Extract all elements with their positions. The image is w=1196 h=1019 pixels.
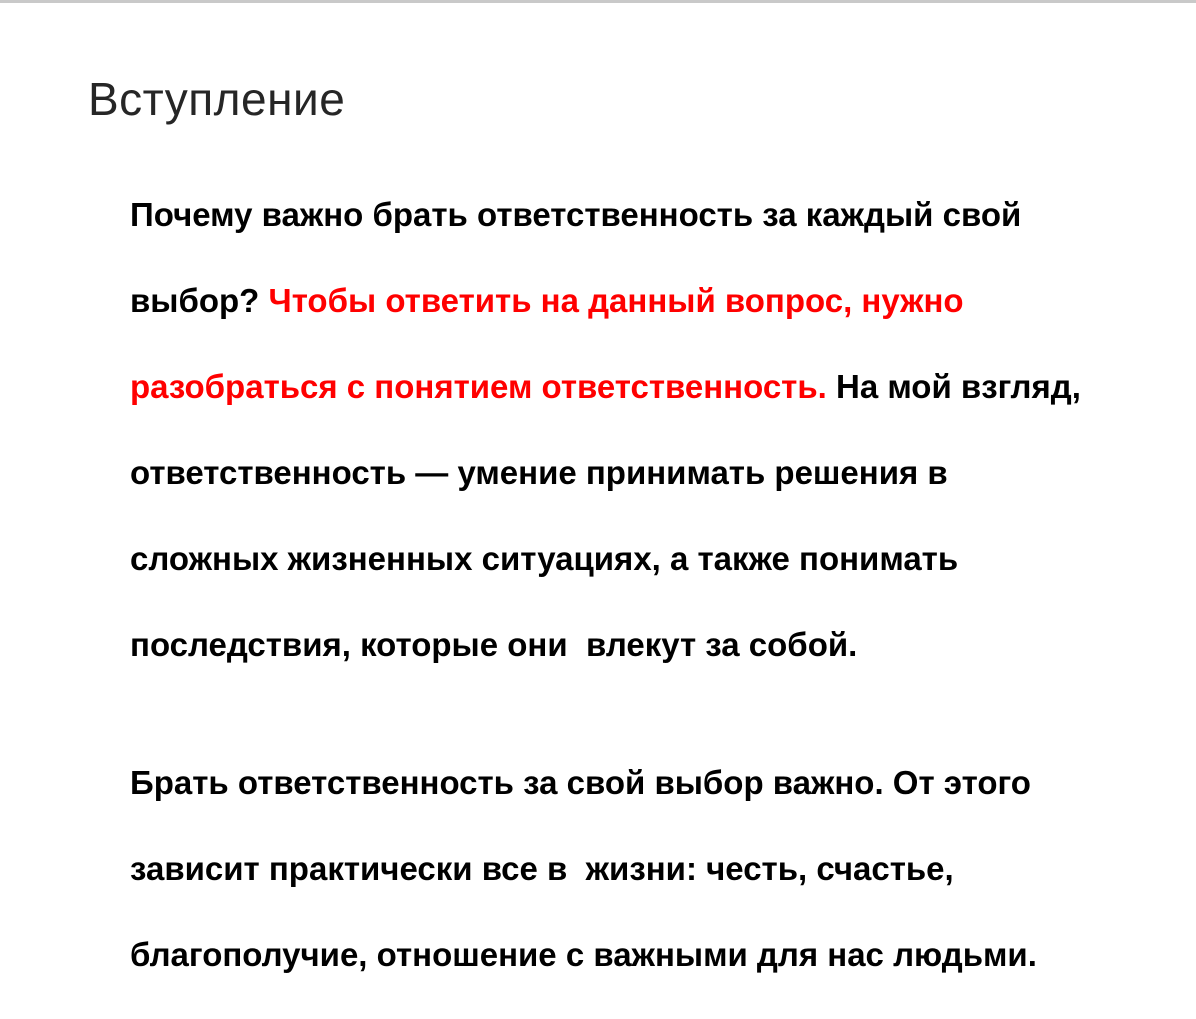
body-text-segment: Почему важно брать ответственность за каждый свой bbox=[130, 196, 1022, 233]
body-text-segment: последствия, которые они влекут за собой. bbox=[130, 626, 858, 663]
text-line bbox=[130, 454, 948, 491]
paragraph-conclusion bbox=[75, 718, 1155, 1019]
body-text-segment: зависит практически все в жизни: честь, счастье, bbox=[130, 850, 954, 887]
red-emphasis-text: разобраться с понятием ответственность. bbox=[130, 368, 827, 405]
body-text-segment: благополучие, отношение с важными для нас людьми. bbox=[130, 936, 1037, 973]
body-text-segment: выбор? bbox=[130, 282, 269, 319]
body-text-segment: Брать ответственность за свой выбор важно. От этого bbox=[130, 764, 1031, 801]
text-line bbox=[130, 196, 1021, 233]
text-line bbox=[130, 850, 954, 887]
paragraph-intro bbox=[75, 150, 1155, 709]
text-line bbox=[130, 540, 958, 577]
body-text-segment: На мой взгляд, bbox=[826, 368, 1081, 405]
text-line bbox=[130, 282, 964, 319]
slide-body-text bbox=[75, 150, 1155, 1019]
slide-top-border bbox=[0, 0, 1196, 3]
body-text-segment: сложных жизненных ситуациях, а также понимать bbox=[130, 540, 959, 577]
red-emphasis-text: Чтобы ответить на данный вопрос, нужно bbox=[268, 282, 964, 319]
slide-title: Вступление bbox=[88, 73, 346, 125]
text-line bbox=[130, 368, 1081, 405]
text-line bbox=[130, 764, 1031, 801]
text-line bbox=[130, 936, 1037, 973]
body-text-segment: ответственность — умение принимать решения в bbox=[130, 454, 948, 491]
text-line bbox=[130, 626, 857, 663]
